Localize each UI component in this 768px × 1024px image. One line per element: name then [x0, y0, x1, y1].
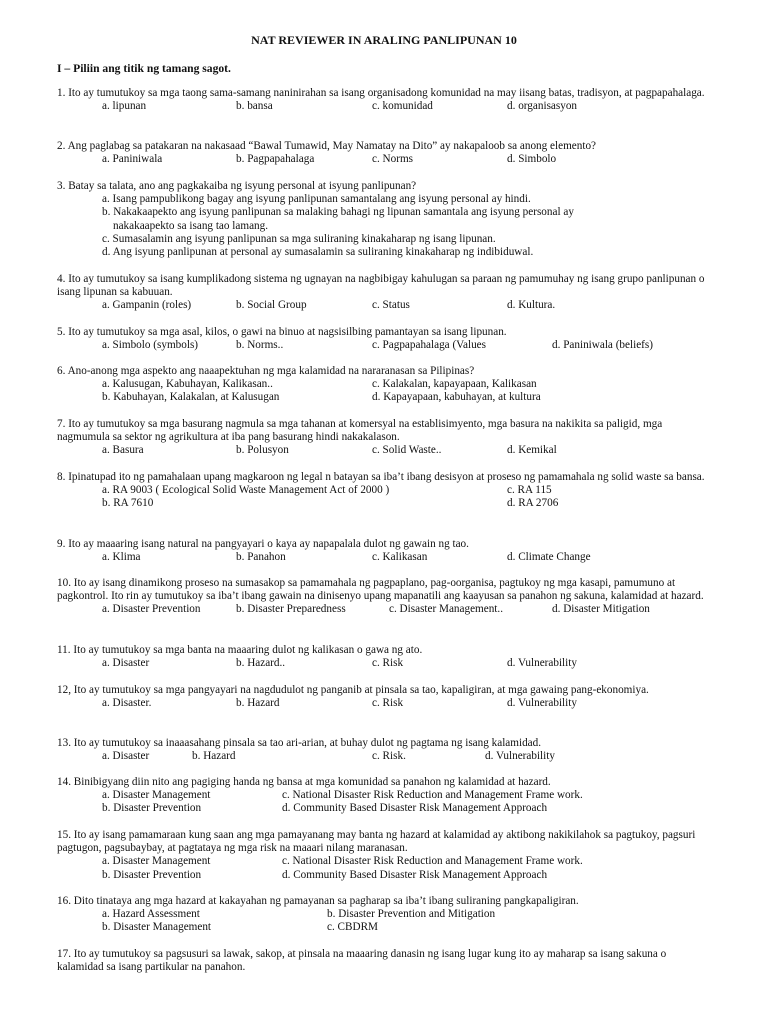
question-9: [57, 538, 707, 564]
choice-c: c. Disaster Management..: [389, 603, 504, 616]
choice-d: d. organisasyon: [507, 100, 578, 113]
choice-b: b. Disaster Prevention and Mitigation: [327, 908, 496, 921]
choice-row: [57, 153, 707, 166]
choice-a: a. Hazard Assessment: [102, 908, 200, 921]
question-stem: 3. Batay sa talata, ano ang pagkakaiba ng isyung personal at isyung panlipunan?: [57, 180, 417, 192]
choice-d: d. Simbolo: [507, 153, 557, 166]
choice-a: a. Gampanin (roles): [102, 299, 192, 312]
section-heading: I – Piliin ang titik ng tamang sagot.: [57, 62, 231, 75]
question-2: [57, 140, 707, 166]
choice-b: b. Hazard: [192, 750, 236, 763]
choice-row: [57, 299, 707, 312]
choice-b: b. Kabuhayan, Kalakalan, at Kalusugan: [102, 391, 280, 404]
choice-row: [57, 789, 707, 802]
choice-c: c. Status: [372, 299, 410, 312]
choice-a: a. RA 9003 ( Ecological Solid Waste Management Act of 2000 ): [102, 484, 390, 497]
question-stem: 14. Binibigyang diin nito ang pagiging handa ng bansa at mga komunidad sa panahon ng kalamidad at hazard.: [57, 776, 551, 788]
choice-d: d. Vulnerability: [507, 697, 577, 710]
choice-list: [57, 193, 707, 259]
choice-c: c. Risk.: [372, 750, 406, 763]
choice-b-second: b. Disaster Management: [102, 921, 212, 934]
choice-b: b. Norms..: [236, 339, 284, 352]
choice-b: b. RA 7610: [102, 497, 154, 510]
question-stem: 1. Ito ay tumutukoy sa mga taong sama-samang naninirahan sa isang organisadong komunidad na may iisang batas, tradisyon, at pagpapahalaga.: [57, 87, 705, 99]
question-stem: 12, Ito ay tumutukoy sa mga pangyayari na nagdudulot ng panganib at pinsala sa tao, kapaligiran, at mga gawaing pang-ekonomiya.: [57, 684, 649, 696]
choice-c: c. Solid Waste..: [372, 444, 442, 457]
choice-row: [57, 869, 707, 882]
choice-a: a. Disaster Prevention: [102, 603, 201, 616]
choice-d: d. RA 2706: [507, 497, 559, 510]
question-stem: 17. Ito ay tumutukoy sa pagsusuri sa lawak, sakop, at pinsala na maaaring danasin ng isang lugar kung ito ay maharap sa isang sakuna o kalamidad sa isang partikular na panahon.: [57, 948, 667, 974]
choice-c: c. Kalakalan, kapayapaan, Kalikasan: [372, 378, 537, 391]
question-12: [57, 684, 707, 710]
question-13: [57, 737, 707, 763]
choice-row: [57, 908, 707, 921]
choice-c: c. Pagpapahalaga (Values: [372, 339, 486, 352]
choice-c: c. Risk: [372, 657, 404, 670]
choice-b: b. Disaster Prevention: [102, 802, 202, 815]
question-stem: 8. Ipinatupad ito ng pamahalaan upang magkaroon ng legal n batayan sa iba’t ibang desisyon at proseso ng pamamahala ng solid waste sa bansa.: [57, 471, 705, 483]
choice-c: c. Norms: [372, 153, 414, 166]
choice-b: b. Disaster Preparedness: [236, 603, 346, 616]
question-stem: 4. Ito ay tumutukoy sa isang kumplikadong sistema ng ugnayan na nagbibigay kahulugan sa paraan ng pamumuhay ng isang grupo panlipunan o isang lipunan sa kabuuan.: [57, 273, 705, 299]
question-17: [57, 948, 707, 974]
choice-a: a. Isang pampublikong bagay ang isyung panlipunan samantalang ang isyung personal ay hindi.: [102, 193, 531, 206]
choice-b: b. Hazard..: [236, 657, 286, 670]
choice-a: a. Disaster Management: [102, 789, 211, 802]
question-3: [57, 180, 707, 259]
choice-c: c. RA 115: [507, 484, 552, 497]
question-7: [57, 418, 707, 458]
choice-b: b. Disaster Prevention: [102, 868, 202, 881]
question-15: [57, 829, 707, 882]
choice-c: c. Sumasalamin ang isyung panlipunan sa mga suliraning kinakaharap ng isang lipunan.: [102, 232, 496, 245]
choice-row: [57, 484, 707, 497]
choice-row: [57, 603, 707, 616]
question-10: [57, 577, 707, 617]
question-stem: 7. Ito ay tumutukoy sa mga basurang nagmula sa mga tahanan at komersyal na establisimyento, mga basura na nakikita sa paligid, mga nagmumula sa sektor ng agrikultura at iba pang basurang hindi nakakalason.: [57, 418, 663, 444]
choice-a: a. Disaster Management: [102, 855, 211, 868]
choice-d: d. Ang isyung panlipunan at personal ay sumasalamin sa suliraning kinakaharap ng indibiduwal.: [102, 246, 534, 259]
choice-d: d. Kapayapaan, kabuhayan, at kultura: [372, 391, 541, 404]
choice-c: c. komunidad: [372, 100, 433, 113]
choice-a: a. Kalusugan, Kabuhayan, Kalikasan..: [102, 378, 273, 391]
choice-c: c. Kalikasan: [372, 551, 428, 564]
choice-row: [57, 855, 707, 868]
question-stem: 2. Ang paglabag sa patakaran na nakasaad “Bawal Tumawid, May Namatay na Dito” ay nakapaloob sa anong elemento?: [57, 140, 596, 152]
question-5: [57, 326, 707, 352]
question-stem: 15. Ito ay isang pamamaraan kung saan ang mga pamayanang may banta ng hazard at kalamidad ay aktibong nakikilahok sa pagtukoy, pagsuri pagtugon, pagsubaybay, at pagtataya ng mga risk na maaari nilang maranasan.: [57, 829, 696, 855]
choice-c: c. National Disaster Risk Reduction and Management Frame work.: [282, 855, 583, 868]
choice-a: a. lipunan: [102, 100, 147, 113]
choice-b: b. Polusyon: [236, 444, 289, 457]
choice-d: d. Kultura.: [507, 299, 556, 312]
choice-c: c. CBDRM: [327, 921, 378, 934]
choice-a: a. Paniniwala: [102, 153, 163, 166]
choice-d: d. Vulnerability: [485, 750, 555, 763]
question-stem: 13. Ito ay tumutukoy sa inaaasahang pinsala sa tao ari-arian, at buhay dulot ng pagtama ng isang kalamidad.: [57, 737, 542, 749]
choice-row: [57, 444, 707, 457]
choice-a: a. Disaster: [102, 750, 150, 763]
choice-row: [57, 697, 707, 710]
question-stem: 6. Ano-anong mga aspekto ang naaapektuhan ng mga kalamidad na nararanasan sa Pilipinas?: [57, 365, 475, 377]
choice-b-continued: nakakaapekto sa isang tao lamang.: [113, 219, 269, 232]
question-4: [57, 273, 707, 313]
choice-c: c. Risk: [372, 697, 404, 710]
question-stem: 16. Dito tinataya ang mga hazard at kakayahan ng pamayanan sa pagharap sa iba’t ibang suliraning pangkapaligiran.: [57, 895, 579, 907]
choice-row: [57, 100, 707, 113]
choice-b: b. Pagpapahalaga: [236, 153, 315, 166]
choice-b: b. Hazard: [236, 697, 280, 710]
question-stem: 9. Ito ay maaaring isang natural na pangyayari o kaya ay napapalala dulot ng gawain ng tao.: [57, 538, 469, 550]
choice-d: d. Climate Change: [507, 551, 591, 564]
choice-d: d. Vulnerability: [507, 657, 577, 670]
choice-b: b. Panahon: [236, 551, 286, 564]
question-1: [57, 87, 707, 113]
choice-c: c. National Disaster Risk Reduction and Management Frame work.: [282, 789, 583, 802]
question-11: [57, 644, 707, 670]
choice-d: d. Disaster Mitigation: [552, 603, 650, 616]
question-stem: 5. Ito ay tumutukoy sa mga asal, kilos, o gawi na binuo at nagsisilbing pamantayan sa isang lipunan.: [57, 326, 507, 338]
choice-d: d. Paniniwala (beliefs): [552, 339, 653, 352]
question-8: [57, 471, 707, 511]
choice-row: [57, 657, 707, 670]
question-6: [57, 365, 707, 405]
choice-row: [57, 750, 707, 763]
choice-row: [57, 921, 707, 934]
choice-row: [57, 497, 707, 510]
page-title: NAT REVIEWER IN ARALING PANLIPUNAN 10: [251, 33, 517, 47]
choice-row: [57, 551, 707, 564]
choice-d: d. Community Based Disaster Risk Management Approach: [282, 802, 548, 815]
choice-b: b. Nakakaapekto ang isyung panlipunan sa malaking bahagi ng lipunan samantala ang isyung personal ay: [102, 206, 574, 219]
question-14: [57, 776, 707, 816]
choice-a: a. Disaster: [102, 657, 150, 670]
choice-a: a. Disaster.: [102, 697, 152, 710]
choice-b: b. bansa: [236, 100, 273, 113]
question-stem: 10. Ito ay isang dinamikong proseso na sumasakop sa pamamahala ng pagpaplano, pag-oorganisa, pagtukoy ng mga kasapi, pamumuno at pagkontrol. Ito rin ay tumutukoy sa iba’t ibang gawain na dinisenyo upang mapanatili ang kaayusan sa panahon ng sakuna, kalamidad at hazard.: [57, 577, 704, 603]
choice-row: [57, 802, 707, 815]
choice-d: d. Community Based Disaster Risk Management Approach: [282, 868, 548, 881]
choice-a: a. Klima: [102, 551, 141, 564]
choice-d: d. Kemikal: [507, 444, 557, 457]
choice-a: a. Simbolo (symbols): [102, 339, 199, 352]
question-16: [57, 895, 707, 935]
choice-b: b. Social Group: [236, 299, 307, 312]
choice-row: [57, 391, 707, 404]
question-stem: 11. Ito ay tumutukoy sa mga banta na maaaring dulot ng kalikasan o gawa ng ato.: [57, 644, 423, 656]
choice-row: [57, 339, 707, 352]
choice-row: [57, 378, 707, 391]
choice-a: a. Basura: [102, 444, 144, 457]
